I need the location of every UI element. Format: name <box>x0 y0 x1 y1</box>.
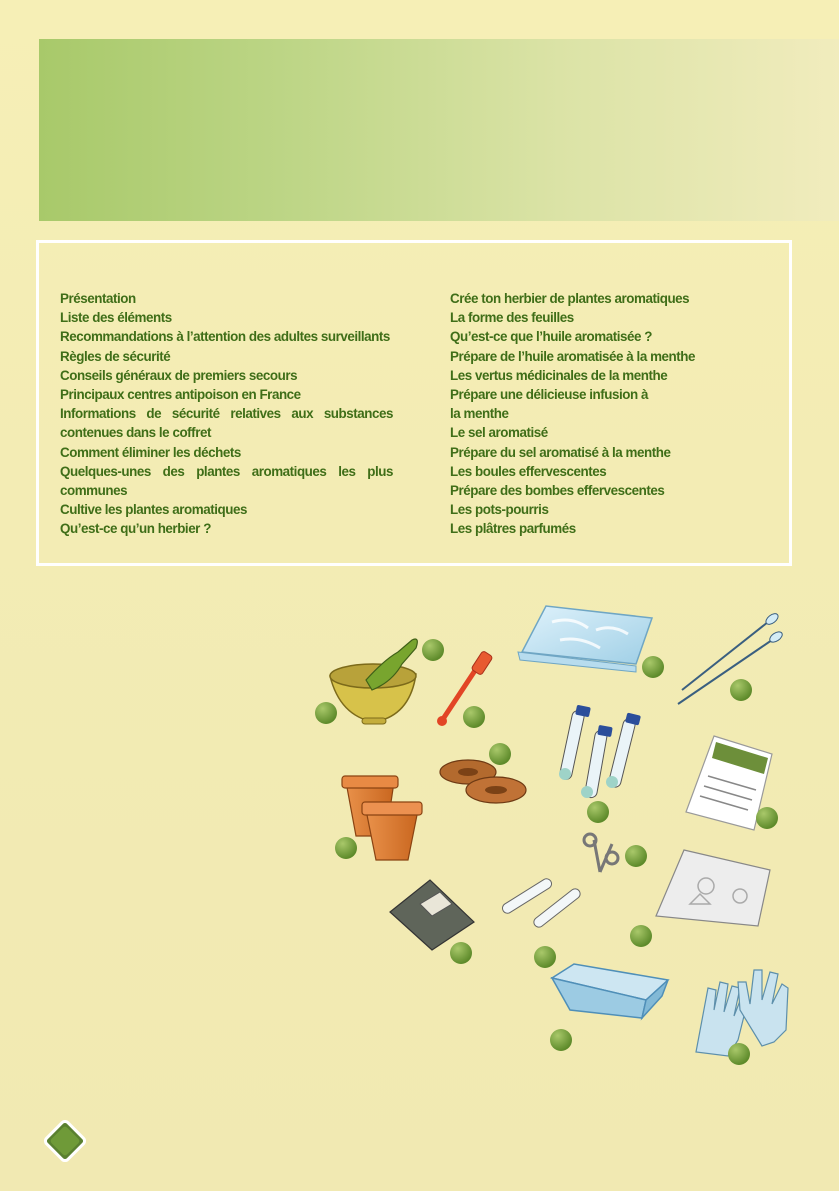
soil-bag-icon <box>656 850 770 926</box>
toc-item: Règles de sécurité <box>60 348 171 364</box>
badge-marker <box>422 639 444 661</box>
badge-marker <box>315 702 337 724</box>
scissors-icon <box>584 834 618 872</box>
badge-marker <box>730 679 752 701</box>
mortar-pestle-icon <box>330 639 417 724</box>
tray-lid-icon <box>518 606 652 672</box>
badge-marker <box>630 925 652 947</box>
badge-marker <box>756 807 778 829</box>
toc-item: Le sel aromatisé <box>450 425 548 441</box>
toc-item: Présentation <box>60 291 136 306</box>
toc-item: Informations de sécurité relatives aux substances contenues dans le coffret <box>60 406 393 441</box>
toc-item: Crée ton herbier de plantes aromatiques <box>450 291 690 306</box>
toc-item: Principaux centres antipoison en France <box>60 387 301 403</box>
badge-marker <box>550 1029 572 1051</box>
badge-marker <box>489 743 511 765</box>
badge-marker <box>335 837 357 859</box>
badge-marker <box>450 942 472 964</box>
test-tubes-icon <box>559 705 641 799</box>
page-corner-badge <box>40 1120 90 1170</box>
plastic-tray-icon <box>552 964 668 1018</box>
badge-marker <box>642 656 664 678</box>
vials-icon <box>501 877 583 929</box>
toc-item: Les pots-pourris <box>450 502 549 518</box>
toc-item: Qu’est-ce qu’un herbier ? <box>60 521 211 537</box>
badge-marker <box>625 845 647 867</box>
toc-item: Conseils généraux de premiers secours <box>60 367 298 383</box>
toc-item: Prépare des bombes effervescentes <box>450 483 665 499</box>
badge-marker <box>587 801 609 823</box>
toc-item: Prépare une délicieuse infusion à <box>450 387 648 403</box>
toc-item: Recommandations à l’attention des adultes surveillants <box>60 329 390 345</box>
toc-item: Les vertus médicinales de la menthe <box>450 367 668 383</box>
toc-item: Qu’est-ce que l’huile aromatisée ? <box>450 329 652 345</box>
seed-bag-icon <box>390 880 474 950</box>
soil-discs-icon <box>440 760 526 803</box>
toc-item: Comment éliminer les déchets <box>60 444 241 460</box>
toc-item: La forme des feuilles <box>450 310 574 326</box>
toc-item: Prépare du sel aromatisé à la menthe <box>450 444 671 460</box>
badge-marker <box>728 1043 750 1065</box>
toc-item: la menthe <box>450 406 509 422</box>
badge-marker <box>463 706 485 728</box>
badge-marker <box>534 946 556 968</box>
toc-item: Les boules effervescentes <box>450 463 607 479</box>
toc-item: Prépare de l’huile aromatisée à la menthe <box>450 348 696 364</box>
toc-item: Cultive les plantes aromatiques <box>60 502 247 518</box>
toc-item: Les plâtres parfumés <box>450 521 576 537</box>
toc-item: Liste des éléments <box>60 310 172 326</box>
gloves-icon <box>696 970 788 1056</box>
toc-item: Quelques-unes des plantes aromatiques les plus communes <box>60 463 393 499</box>
